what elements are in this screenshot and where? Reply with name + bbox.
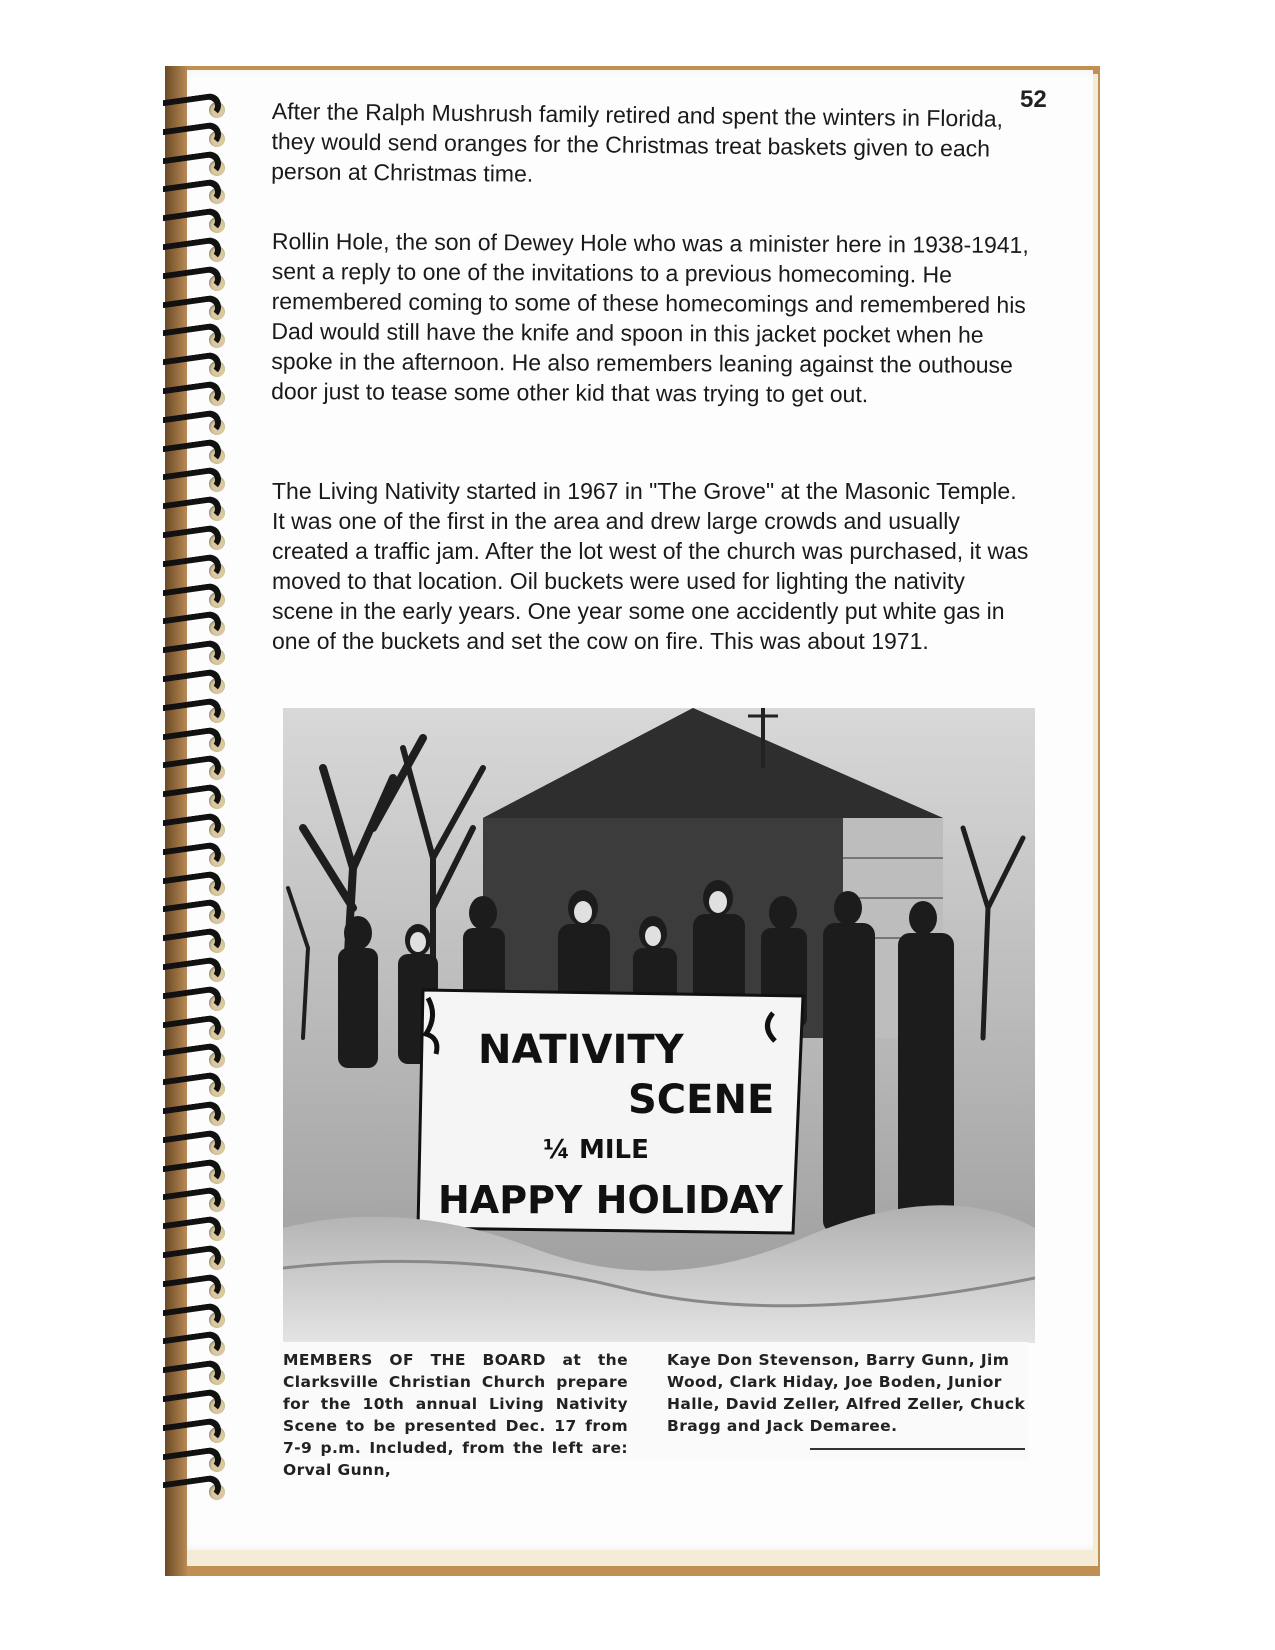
binding-ring	[163, 1190, 229, 1218]
binding-ring	[163, 240, 229, 268]
binding-ring	[163, 614, 229, 642]
binding-ring	[163, 1219, 229, 1247]
sign-line-4: HAPPY HOLIDAY	[438, 1178, 783, 1222]
coil-loop	[163, 956, 221, 988]
caption-rule	[810, 1448, 1025, 1450]
coil-loop	[163, 1071, 221, 1103]
binding-ring	[163, 643, 229, 671]
binding-ring	[163, 154, 229, 182]
binding-ring	[163, 1018, 229, 1046]
spiral-binding	[163, 96, 233, 1556]
coil-loop	[163, 466, 221, 498]
coil-loop	[163, 1014, 221, 1046]
binding-ring	[163, 1306, 229, 1334]
coil-loop	[163, 812, 221, 844]
binding-ring	[163, 442, 229, 470]
page-number: 52	[1020, 86, 1047, 113]
binding-ring	[163, 326, 229, 354]
binding-ring	[163, 1478, 229, 1506]
coil-loop	[163, 1158, 221, 1190]
binding-ring	[163, 1075, 229, 1103]
coil-loop	[163, 92, 221, 124]
binding-ring	[163, 701, 229, 729]
binding-ring	[163, 528, 229, 556]
coil-loop	[163, 1100, 221, 1132]
coil-loop	[163, 294, 221, 326]
binding-ring	[163, 1162, 229, 1190]
paragraph-2	[271, 226, 1032, 410]
coil-loop	[163, 668, 221, 700]
coil-loop	[163, 438, 221, 470]
paragraph-text: After the Ralph Mushrush family retired and spent the winters in Florida, they would send oranges for the Christmas treat baskets given to each person at Christmas time.	[271, 97, 1004, 187]
coil-loop	[163, 1330, 221, 1362]
coil-loop	[163, 1273, 221, 1305]
coil-loop	[163, 898, 221, 930]
coil-loop	[163, 726, 221, 758]
binding-ring	[163, 413, 229, 441]
coil-loop	[163, 985, 221, 1017]
coil-loop	[163, 1244, 221, 1276]
coil-loop	[163, 553, 221, 585]
coil-loop	[163, 1215, 221, 1247]
binding-ring	[163, 470, 229, 498]
coil-loop	[163, 1446, 221, 1478]
coil-loop	[163, 1186, 221, 1218]
binding-ring	[163, 298, 229, 326]
binding-ring	[163, 269, 229, 297]
coil-loop	[163, 870, 221, 902]
binding-ring	[163, 1392, 229, 1420]
photo-caption-right: Kaye Don Stevenson, Barry Gunn, Jim Wood, Clark Hiday, Joe Boden, Junior Halle, David Zeller, Alfred Zeller, Chuck Bragg and Jack Demaree.	[667, 1351, 1026, 1435]
binding-ring	[163, 902, 229, 930]
paragraph-3	[272, 476, 1032, 656]
coil-loop	[163, 1302, 221, 1334]
binding-ring	[163, 960, 229, 988]
coil-loop	[163, 1417, 221, 1449]
coil-loop	[163, 150, 221, 182]
coil-loop	[163, 783, 221, 815]
binding-ring	[163, 1450, 229, 1478]
coil-loop	[163, 121, 221, 153]
binding-ring	[163, 96, 229, 124]
coil-loop	[163, 1474, 221, 1506]
binding-ring	[163, 874, 229, 902]
sign-line-3: ¼ MILE	[543, 1135, 649, 1165]
binding-ring	[163, 211, 229, 239]
coil-loop	[163, 524, 221, 556]
coil-loop	[163, 610, 221, 642]
binding-ring	[163, 182, 229, 210]
binding-ring	[163, 384, 229, 412]
coil-loop	[163, 639, 221, 671]
coil-loop	[163, 841, 221, 873]
coil-loop	[163, 697, 221, 729]
paragraph-1	[271, 96, 1032, 194]
binding-ring	[163, 672, 229, 700]
binding-ring	[163, 1421, 229, 1449]
binding-ring	[163, 730, 229, 758]
paragraph-text: Rollin Hole, the son of Dewey Hole who was a minister here in 1938-1941, sent a reply to one of the invitations to a previous homecoming. He remembered coming to some of these homecomings and remembered his Dad would still have the knife and spoon in this jacket pocket when he spoke in the afternoon. He also remembers leaning against the outhouse door just to tease some other kid that was trying to get out.	[271, 227, 1029, 408]
photo-caption-left: MEMBERS OF THE BOARD at the Clarksville Christian Church prepare for the 10th annual Living Nativity Scene to be presented Dec. 17 from 7-9 p.m. Included, from the left are: Orval Gunn,	[283, 1351, 628, 1479]
binding-ring	[163, 816, 229, 844]
sign-line-2: SCENE	[628, 1077, 775, 1123]
photo-illustration	[283, 708, 1035, 1343]
binding-ring	[163, 989, 229, 1017]
binding-ring	[163, 845, 229, 873]
binding-ring	[163, 758, 229, 786]
binding-ring	[163, 1248, 229, 1276]
coil-loop	[163, 1129, 221, 1161]
binding-ring	[163, 1133, 229, 1161]
coil-loop	[163, 754, 221, 786]
coil-loop	[163, 236, 221, 268]
binding-ring	[163, 1334, 229, 1362]
binding-ring	[163, 557, 229, 585]
coil-loop	[163, 582, 221, 614]
coil-loop	[163, 1388, 221, 1420]
coil-loop	[163, 495, 221, 527]
coil-loop	[163, 1042, 221, 1074]
binding-ring	[163, 931, 229, 959]
newspaper-photo	[283, 708, 1035, 1343]
sign-line-1: NATIVITY	[478, 1027, 684, 1073]
coil-loop	[163, 322, 221, 354]
binding-ring	[163, 787, 229, 815]
coil-loop	[163, 265, 221, 297]
binding-ring	[163, 1104, 229, 1132]
paragraph-text: The Living Nativity started in 1967 in "The Grove" at the Masonic Temple. It was one of the first in the area and drew large crowds and usually created a traffic jam. After the lot west of the church was purchased, it was moved to that location. Oil buckets were used for lighting the nativity scene in the early years. One year some one accidently put white gas in one of the buckets and set the cow on fire. This was about 1971.	[272, 478, 1029, 654]
binding-ring	[163, 1277, 229, 1305]
binding-ring	[163, 1363, 229, 1391]
binding-ring	[163, 586, 229, 614]
binding-ring	[163, 355, 229, 383]
coil-loop	[163, 207, 221, 239]
binding-ring	[163, 1046, 229, 1074]
coil-loop	[163, 351, 221, 383]
coil-loop	[163, 1359, 221, 1391]
coil-loop	[163, 409, 221, 441]
coil-loop	[163, 380, 221, 412]
coil-loop	[163, 927, 221, 959]
binding-ring	[163, 499, 229, 527]
coil-loop	[163, 178, 221, 210]
binding-ring	[163, 125, 229, 153]
